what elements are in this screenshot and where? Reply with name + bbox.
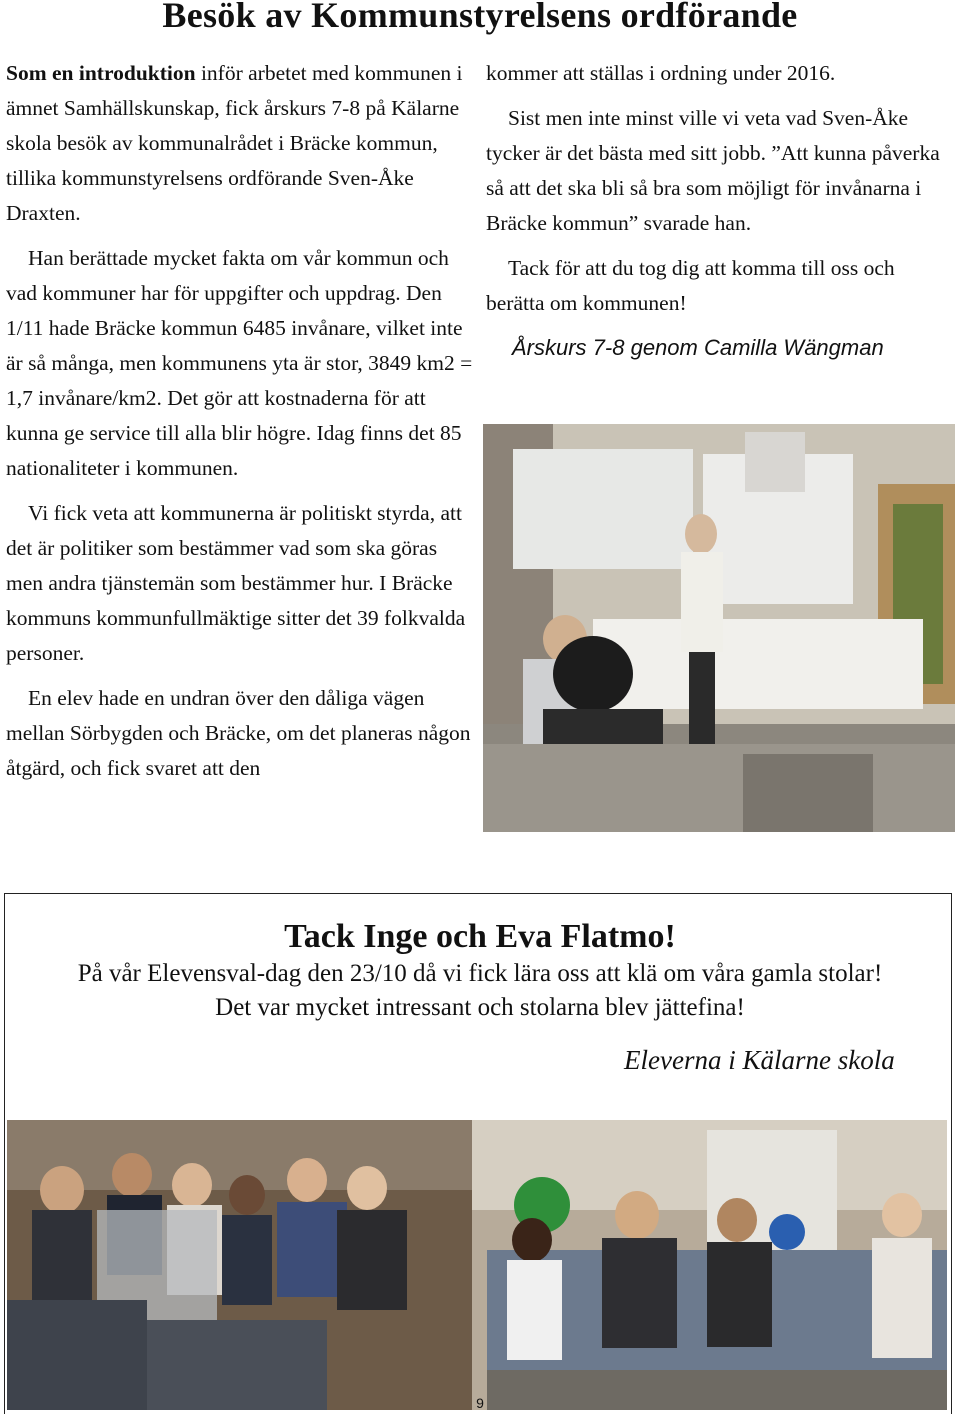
paragraph-continuation: kommer att ställas i ordning under 2016. — [486, 61, 836, 85]
paragraph-best-job: Sist men inte minst ville vi veta vad Sven-Åke tycker är det bästa med sitt jobb. ”Att kunna påverka så att det ska bli så bra som möjligt för invånarna i Bräcke kommun” svarade han. — [486, 106, 940, 235]
thanks-title: Tack Inge och Eva Flatmo! — [284, 918, 676, 955]
left-text-column — [6, 56, 474, 796]
article-title: Besök av Kommunstyrelsens ordförande — [162, 0, 798, 35]
thanks-line-1: På vår Elevensval-dag den 23/10 då vi fick lära oss att klä om våra gamla stolar! — [77, 960, 883, 987]
classroom-photo-illustration — [483, 424, 955, 832]
thanks-line-2: Det var mycket intressant och stolarna blev jättefina! — [215, 994, 745, 1021]
article-byline: Årskurs 7-8 genom Camilla Wängman — [512, 335, 884, 360]
classroom-photo — [483, 424, 955, 832]
paragraph-facts: Han berättade mycket fakta om vår kommun och vad kommuner har för uppgifter och uppdrag. Den 1/11 hade Bräcke kommun 6485 invånare, vilket inte är så många, men kommunens yta är stor, 3849 km2 = 1,7 invånare/km2. Det gör att kostnaderna för att kunna ge service till alla blir högre. Idag finns det 85 nationaliteter i kommunen. — [6, 246, 473, 480]
paragraph-thanks-visit: Tack för att du tog dig att komma till oss och berätta om kommunen! — [486, 256, 895, 315]
chairs-workshop-illustration — [7, 1120, 947, 1410]
paragraph-road: En elev hade en undran över den dåliga vägen mellan Sörbygden och Bräcke, om det planeras någon åtgärd, och fick svaret att den — [6, 686, 471, 780]
paragraph-intro — [6, 56, 474, 231]
intro-lead: Som en introduktion — [6, 61, 196, 85]
intro-rest: inför arbetet med kommunen i ämnet Samhällskunskap, fick årskurs 7-8 på Kälarne skola besök av kommunalrådet i Bräcke kommun, tillika kommunstyrelsens ordförande Sven-Åke Draxten. — [6, 61, 463, 225]
page-number: 9 — [476, 1395, 484, 1411]
thanks-signature: Eleverna i Kälarne skola — [624, 1045, 895, 1075]
right-text-column — [486, 56, 946, 365]
paragraph-politics: Vi fick veta att kommunerna är politiskt styrda, att det är politiker som bestämmer vad som ska göras men andra tjänstemän som bestämmer hur. I Bräcke kommuns kommunfullmäktige sitter det 39 folkvalda personer. — [6, 501, 466, 665]
chairs-workshop-photos — [7, 1120, 947, 1410]
